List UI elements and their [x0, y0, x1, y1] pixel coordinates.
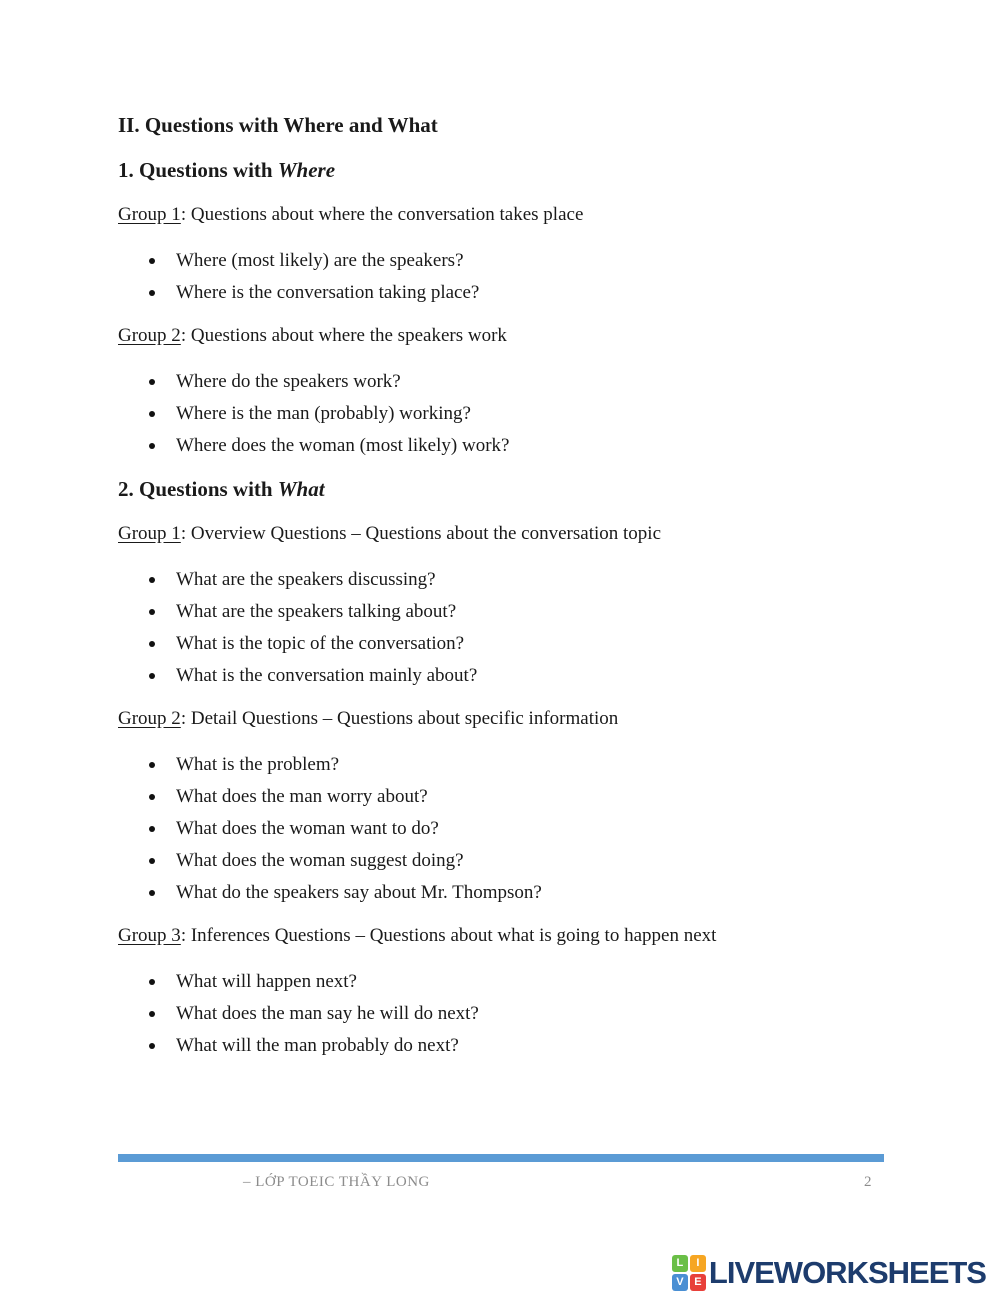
group-heading [118, 202, 884, 228]
question-item: What is the topic of the conversation? [118, 628, 884, 660]
group-description: : Detail Questions – Questions about specific information [180, 708, 619, 729]
logo-tile-v: V [672, 1274, 688, 1291]
question-item: What are the speakers discussing? [118, 564, 884, 596]
footer-rule [118, 1154, 884, 1162]
liveworksheets-icon [672, 1255, 706, 1291]
page-number: 2 [864, 1174, 872, 1190]
question-item: What is the problem? [118, 749, 884, 781]
question-item: Where does the woman (most likely) work? [118, 430, 884, 462]
sections [118, 157, 884, 1062]
group-label: Group 2 [118, 325, 181, 346]
question-list [118, 966, 884, 1062]
question-item: What are the speakers talking about? [118, 596, 884, 628]
group-label: Group 2 [118, 708, 181, 729]
group-label: Group 1 [118, 523, 181, 544]
question-list [118, 245, 884, 309]
logo-tile-e: E [690, 1274, 706, 1291]
footer-text: – LỚP TOEIC THẦY LONG [243, 1174, 430, 1190]
question-item: What does the man worry about? [118, 781, 884, 813]
logo-tile-l: L [672, 1255, 688, 1272]
section-heading [118, 476, 884, 502]
question-list [118, 366, 884, 462]
brand-wordmark: LIVEWORKSHEETS [708, 1255, 986, 1290]
question-item: What does the woman want to do? [118, 813, 884, 845]
question-item: What will happen next? [118, 966, 884, 998]
group-description: : Questions about where the conversation takes place [180, 204, 584, 225]
question-list [118, 564, 884, 692]
group-label: Group 3 [118, 925, 181, 946]
liveworksheets-logo[interactable] [672, 1255, 986, 1291]
document-content [118, 112, 884, 1076]
question-item: Where is the man (probably) working? [118, 398, 884, 430]
question-item: What do the speakers say about Mr. Thompson? [118, 877, 884, 909]
section-heading [118, 157, 884, 183]
group-description: : Questions about where the speakers work [180, 325, 507, 346]
question-item: Where is the conversation taking place? [118, 277, 884, 309]
section-heading-text: 2. Questions with [118, 477, 278, 501]
page-title: II. Questions with Where and What [118, 113, 438, 137]
question-item: Where (most likely) are the speakers? [118, 245, 884, 277]
section-heading-text: 1. Questions with [118, 158, 278, 182]
page-footer [118, 1174, 884, 1191]
group-heading [118, 521, 884, 547]
question-item: What does the woman suggest doing? [118, 845, 884, 877]
question-list [118, 749, 884, 909]
group-description: : Overview Questions – Questions about the conversation topic [180, 523, 661, 544]
group-label: Group 1 [118, 204, 181, 225]
group-description: : Inferences Questions – Questions about what is going to happen next [180, 925, 717, 946]
question-item: Where do the speakers work? [118, 366, 884, 398]
logo-tile-i: I [690, 1255, 706, 1272]
group-heading [118, 323, 884, 349]
group-heading [118, 923, 884, 949]
section-heading-keyword: Where [277, 158, 336, 182]
question-item: What is the conversation mainly about? [118, 660, 884, 692]
question-item: What will the man probably do next? [118, 1030, 884, 1062]
group-heading [118, 706, 884, 732]
section-heading-keyword: What [277, 477, 325, 501]
question-item: What does the man say he will do next? [118, 998, 884, 1030]
